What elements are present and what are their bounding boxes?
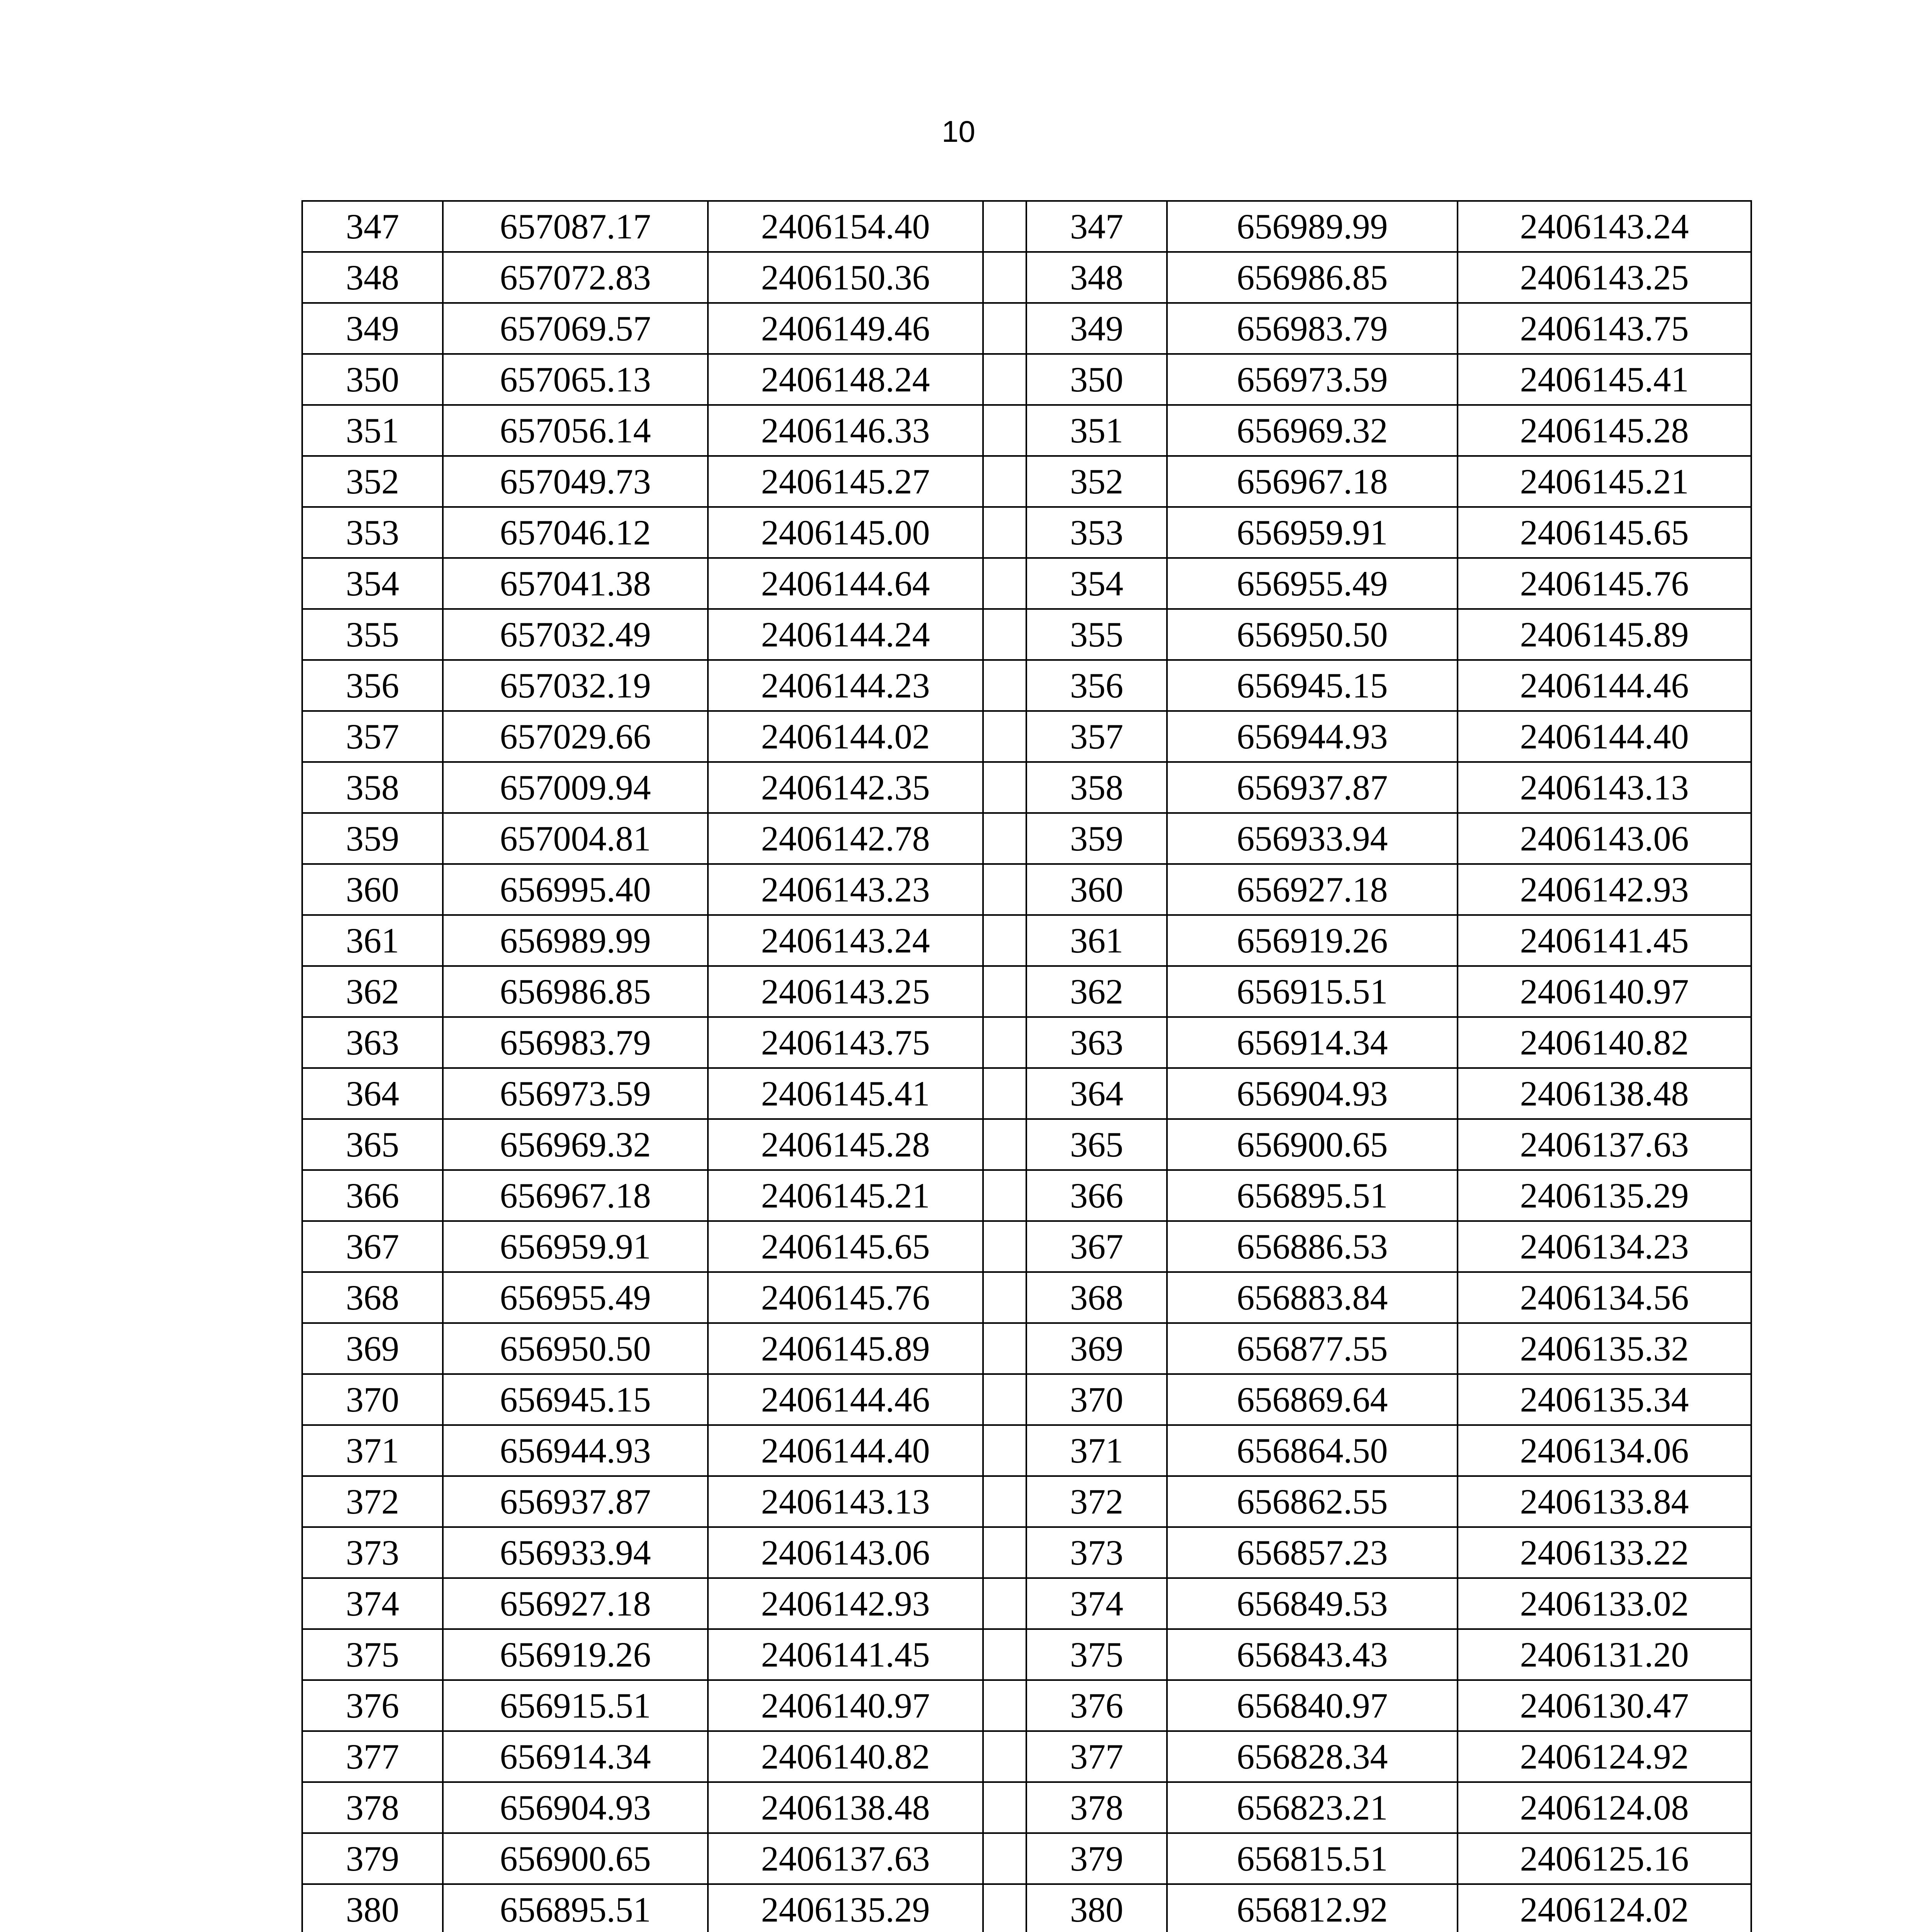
left-x-coordinate-cell: 657069.57 [443, 303, 708, 354]
left-point-number-cell: 376 [302, 1680, 443, 1731]
table-row [302, 1425, 1751, 1476]
spacer-cell [983, 762, 1026, 813]
right-x-coordinate-cell: 656815.51 [1167, 1833, 1458, 1884]
right-point-number-cell: 349 [1026, 303, 1167, 354]
spacer-cell [983, 609, 1026, 660]
left-point-number-cell: 380 [302, 1884, 443, 1932]
left-point-number-cell: 351 [302, 405, 443, 456]
table-row [302, 1068, 1751, 1119]
right-x-coordinate-cell: 656927.18 [1167, 864, 1458, 915]
left-point-number-cell: 377 [302, 1731, 443, 1782]
left-x-coordinate-cell: 657029.66 [443, 711, 708, 762]
left-point-number-cell: 369 [302, 1323, 443, 1374]
spacer-cell [983, 1629, 1026, 1680]
left-y-coordinate-cell: 2406146.33 [708, 405, 983, 456]
spacer-cell [983, 660, 1026, 711]
left-y-coordinate-cell: 2406154.40 [708, 201, 983, 252]
left-y-coordinate-cell: 2406141.45 [708, 1629, 983, 1680]
right-x-coordinate-cell: 656864.50 [1167, 1425, 1458, 1476]
right-y-coordinate-cell: 2406131.20 [1458, 1629, 1751, 1680]
right-point-number-cell: 355 [1026, 609, 1167, 660]
spacer-cell [983, 1272, 1026, 1323]
left-y-coordinate-cell: 2406142.35 [708, 762, 983, 813]
left-y-coordinate-cell: 2406144.02 [708, 711, 983, 762]
table-row [302, 915, 1751, 966]
right-x-coordinate-cell: 656840.97 [1167, 1680, 1458, 1731]
right-point-number-cell: 365 [1026, 1119, 1167, 1170]
left-point-number-cell: 374 [302, 1578, 443, 1629]
right-point-number-cell: 357 [1026, 711, 1167, 762]
right-point-number-cell: 377 [1026, 1731, 1167, 1782]
left-y-coordinate-cell: 2406145.89 [708, 1323, 983, 1374]
left-y-coordinate-cell: 2406142.78 [708, 813, 983, 864]
right-point-number-cell: 378 [1026, 1782, 1167, 1833]
left-y-coordinate-cell: 2406142.93 [708, 1578, 983, 1629]
left-y-coordinate-cell: 2406143.25 [708, 966, 983, 1017]
right-x-coordinate-cell: 656944.93 [1167, 711, 1458, 762]
page-number: 10 [942, 114, 975, 148]
left-x-coordinate-cell: 657004.81 [443, 813, 708, 864]
right-y-coordinate-cell: 2406144.40 [1458, 711, 1751, 762]
table-row [302, 1221, 1751, 1272]
table-row [302, 1578, 1751, 1629]
left-x-coordinate-cell: 657009.94 [443, 762, 708, 813]
coordinate-table-body [302, 201, 1751, 1932]
right-point-number-cell: 374 [1026, 1578, 1167, 1629]
left-point-number-cell: 378 [302, 1782, 443, 1833]
left-point-number-cell: 354 [302, 558, 443, 609]
right-x-coordinate-cell: 656914.34 [1167, 1017, 1458, 1068]
spacer-cell [983, 1527, 1026, 1578]
table-row [302, 762, 1751, 813]
left-y-coordinate-cell: 2406144.64 [708, 558, 983, 609]
right-y-coordinate-cell: 2406143.75 [1458, 303, 1751, 354]
spacer-cell [983, 1578, 1026, 1629]
left-x-coordinate-cell: 656973.59 [443, 1068, 708, 1119]
left-point-number-cell: 360 [302, 864, 443, 915]
right-y-coordinate-cell: 2406134.56 [1458, 1272, 1751, 1323]
right-point-number-cell: 368 [1026, 1272, 1167, 1323]
left-point-number-cell: 362 [302, 966, 443, 1017]
left-x-coordinate-cell: 656967.18 [443, 1170, 708, 1221]
spacer-cell [983, 1833, 1026, 1884]
left-y-coordinate-cell: 2406145.41 [708, 1068, 983, 1119]
right-y-coordinate-cell: 2406138.48 [1458, 1068, 1751, 1119]
spacer-cell [983, 1221, 1026, 1272]
left-x-coordinate-cell: 656919.26 [443, 1629, 708, 1680]
left-y-coordinate-cell: 2406150.36 [708, 252, 983, 303]
right-point-number-cell: 359 [1026, 813, 1167, 864]
right-x-coordinate-cell: 656900.65 [1167, 1119, 1458, 1170]
left-x-coordinate-cell: 657087.17 [443, 201, 708, 252]
right-x-coordinate-cell: 656915.51 [1167, 966, 1458, 1017]
right-y-coordinate-cell: 2406142.93 [1458, 864, 1751, 915]
left-y-coordinate-cell: 2406143.75 [708, 1017, 983, 1068]
right-point-number-cell: 348 [1026, 252, 1167, 303]
left-y-coordinate-cell: 2406144.23 [708, 660, 983, 711]
table-row [302, 813, 1751, 864]
table-row [302, 1527, 1751, 1578]
right-x-coordinate-cell: 656869.64 [1167, 1374, 1458, 1425]
right-y-coordinate-cell: 2406134.06 [1458, 1425, 1751, 1476]
right-y-coordinate-cell: 2406145.65 [1458, 507, 1751, 558]
right-x-coordinate-cell: 656849.53 [1167, 1578, 1458, 1629]
left-y-coordinate-cell: 2406144.46 [708, 1374, 983, 1425]
spacer-cell [983, 1068, 1026, 1119]
left-y-coordinate-cell: 2406148.24 [708, 354, 983, 405]
table-row [302, 1782, 1751, 1833]
table-row [302, 609, 1751, 660]
left-point-number-cell: 355 [302, 609, 443, 660]
spacer-cell [983, 405, 1026, 456]
left-point-number-cell: 347 [302, 201, 443, 252]
right-point-number-cell: 376 [1026, 1680, 1167, 1731]
right-x-coordinate-cell: 656969.32 [1167, 405, 1458, 456]
right-y-coordinate-cell: 2406124.08 [1458, 1782, 1751, 1833]
table-row [302, 1833, 1751, 1884]
right-x-coordinate-cell: 656933.94 [1167, 813, 1458, 864]
left-point-number-cell: 373 [302, 1527, 443, 1578]
left-x-coordinate-cell: 656983.79 [443, 1017, 708, 1068]
right-y-coordinate-cell: 2406143.13 [1458, 762, 1751, 813]
right-y-coordinate-cell: 2406143.25 [1458, 252, 1751, 303]
right-y-coordinate-cell: 2406145.28 [1458, 405, 1751, 456]
right-x-coordinate-cell: 656986.85 [1167, 252, 1458, 303]
right-x-coordinate-cell: 656983.79 [1167, 303, 1458, 354]
spacer-cell [983, 507, 1026, 558]
right-point-number-cell: 367 [1026, 1221, 1167, 1272]
left-x-coordinate-cell: 656955.49 [443, 1272, 708, 1323]
spacer-cell [983, 1884, 1026, 1932]
left-x-coordinate-cell: 656986.85 [443, 966, 708, 1017]
left-x-coordinate-cell: 656933.94 [443, 1527, 708, 1578]
spacer-cell [983, 1374, 1026, 1425]
left-x-coordinate-cell: 656989.99 [443, 915, 708, 966]
right-point-number-cell: 379 [1026, 1833, 1167, 1884]
right-y-coordinate-cell: 2406141.45 [1458, 915, 1751, 966]
right-point-number-cell: 375 [1026, 1629, 1167, 1680]
coordinate-table [301, 200, 1752, 1932]
right-point-number-cell: 363 [1026, 1017, 1167, 1068]
right-point-number-cell: 358 [1026, 762, 1167, 813]
spacer-cell [983, 354, 1026, 405]
left-y-coordinate-cell: 2406145.27 [708, 456, 983, 507]
left-x-coordinate-cell: 656945.15 [443, 1374, 708, 1425]
right-y-coordinate-cell: 2406133.84 [1458, 1476, 1751, 1527]
right-x-coordinate-cell: 656904.93 [1167, 1068, 1458, 1119]
left-point-number-cell: 379 [302, 1833, 443, 1884]
right-x-coordinate-cell: 656828.34 [1167, 1731, 1458, 1782]
table-row [302, 507, 1751, 558]
spacer-cell [983, 456, 1026, 507]
left-x-coordinate-cell: 656995.40 [443, 864, 708, 915]
left-point-number-cell: 375 [302, 1629, 443, 1680]
left-point-number-cell: 366 [302, 1170, 443, 1221]
left-x-coordinate-cell: 656914.34 [443, 1731, 708, 1782]
left-x-coordinate-cell: 657056.14 [443, 405, 708, 456]
left-point-number-cell: 370 [302, 1374, 443, 1425]
table-row [302, 303, 1751, 354]
table-row [302, 558, 1751, 609]
right-point-number-cell: 372 [1026, 1476, 1167, 1527]
left-y-coordinate-cell: 2406145.21 [708, 1170, 983, 1221]
left-y-coordinate-cell: 2406138.48 [708, 1782, 983, 1833]
left-y-coordinate-cell: 2406149.46 [708, 303, 983, 354]
table-row [302, 1884, 1751, 1932]
right-y-coordinate-cell: 2406143.06 [1458, 813, 1751, 864]
spacer-cell [983, 1425, 1026, 1476]
left-y-coordinate-cell: 2406140.82 [708, 1731, 983, 1782]
spacer-cell [983, 1017, 1026, 1068]
left-point-number-cell: 350 [302, 354, 443, 405]
left-point-number-cell: 368 [302, 1272, 443, 1323]
right-y-coordinate-cell: 2406137.63 [1458, 1119, 1751, 1170]
left-x-coordinate-cell: 656900.65 [443, 1833, 708, 1884]
left-y-coordinate-cell: 2406143.13 [708, 1476, 983, 1527]
right-x-coordinate-cell: 656843.43 [1167, 1629, 1458, 1680]
left-point-number-cell: 348 [302, 252, 443, 303]
right-x-coordinate-cell: 656823.21 [1167, 1782, 1458, 1833]
right-x-coordinate-cell: 656955.49 [1167, 558, 1458, 609]
spacer-cell [983, 1680, 1026, 1731]
right-y-coordinate-cell: 2406140.82 [1458, 1017, 1751, 1068]
left-y-coordinate-cell: 2406140.97 [708, 1680, 983, 1731]
right-y-coordinate-cell: 2406125.16 [1458, 1833, 1751, 1884]
left-point-number-cell: 359 [302, 813, 443, 864]
left-x-coordinate-cell: 657032.49 [443, 609, 708, 660]
left-y-coordinate-cell: 2406143.06 [708, 1527, 983, 1578]
left-x-coordinate-cell: 657065.13 [443, 354, 708, 405]
table-row [302, 1272, 1751, 1323]
left-point-number-cell: 372 [302, 1476, 443, 1527]
table-row [302, 1629, 1751, 1680]
left-point-number-cell: 353 [302, 507, 443, 558]
table-row [302, 252, 1751, 303]
left-y-coordinate-cell: 2406145.28 [708, 1119, 983, 1170]
left-x-coordinate-cell: 656895.51 [443, 1884, 708, 1932]
right-x-coordinate-cell: 656883.84 [1167, 1272, 1458, 1323]
right-y-coordinate-cell: 2406135.29 [1458, 1170, 1751, 1221]
spacer-cell [983, 252, 1026, 303]
table-row [302, 1731, 1751, 1782]
right-y-coordinate-cell: 2406143.24 [1458, 201, 1751, 252]
left-point-number-cell: 356 [302, 660, 443, 711]
right-y-coordinate-cell: 2406145.76 [1458, 558, 1751, 609]
spacer-cell [983, 813, 1026, 864]
right-y-coordinate-cell: 2406145.41 [1458, 354, 1751, 405]
left-x-coordinate-cell: 657041.38 [443, 558, 708, 609]
left-point-number-cell: 352 [302, 456, 443, 507]
right-x-coordinate-cell: 656877.55 [1167, 1323, 1458, 1374]
table-row [302, 711, 1751, 762]
spacer-cell [983, 915, 1026, 966]
right-x-coordinate-cell: 656959.91 [1167, 507, 1458, 558]
left-x-coordinate-cell: 656944.93 [443, 1425, 708, 1476]
table-row [302, 1680, 1751, 1731]
spacer-cell [983, 1119, 1026, 1170]
right-point-number-cell: 360 [1026, 864, 1167, 915]
right-y-coordinate-cell: 2406133.02 [1458, 1578, 1751, 1629]
spacer-cell [983, 1476, 1026, 1527]
left-x-coordinate-cell: 656959.91 [443, 1221, 708, 1272]
left-point-number-cell: 365 [302, 1119, 443, 1170]
right-y-coordinate-cell: 2406135.34 [1458, 1374, 1751, 1425]
right-x-coordinate-cell: 656937.87 [1167, 762, 1458, 813]
left-y-coordinate-cell: 2406145.00 [708, 507, 983, 558]
left-point-number-cell: 358 [302, 762, 443, 813]
table-row [302, 354, 1751, 405]
spacer-cell [983, 711, 1026, 762]
right-x-coordinate-cell: 656989.99 [1167, 201, 1458, 252]
spacer-cell [983, 1731, 1026, 1782]
spacer-cell [983, 1782, 1026, 1833]
right-y-coordinate-cell: 2406134.23 [1458, 1221, 1751, 1272]
table-row [302, 1374, 1751, 1425]
left-y-coordinate-cell: 2406137.63 [708, 1833, 983, 1884]
right-point-number-cell: 352 [1026, 456, 1167, 507]
spacer-cell [983, 558, 1026, 609]
left-point-number-cell: 361 [302, 915, 443, 966]
right-point-number-cell: 380 [1026, 1884, 1167, 1932]
table-row [302, 966, 1751, 1017]
left-y-coordinate-cell: 2406135.29 [708, 1884, 983, 1932]
right-y-coordinate-cell: 2406135.32 [1458, 1323, 1751, 1374]
right-x-coordinate-cell: 656895.51 [1167, 1170, 1458, 1221]
left-point-number-cell: 349 [302, 303, 443, 354]
right-x-coordinate-cell: 656950.50 [1167, 609, 1458, 660]
right-y-coordinate-cell: 2406133.22 [1458, 1527, 1751, 1578]
right-point-number-cell: 371 [1026, 1425, 1167, 1476]
left-point-number-cell: 363 [302, 1017, 443, 1068]
left-point-number-cell: 371 [302, 1425, 443, 1476]
table-row [302, 1476, 1751, 1527]
right-x-coordinate-cell: 656862.55 [1167, 1476, 1458, 1527]
table-row [302, 1170, 1751, 1221]
right-point-number-cell: 351 [1026, 405, 1167, 456]
right-y-coordinate-cell: 2406145.89 [1458, 609, 1751, 660]
table-row [302, 660, 1751, 711]
left-x-coordinate-cell: 656915.51 [443, 1680, 708, 1731]
right-point-number-cell: 347 [1026, 201, 1167, 252]
spacer-cell [983, 201, 1026, 252]
left-point-number-cell: 367 [302, 1221, 443, 1272]
left-x-coordinate-cell: 656937.87 [443, 1476, 708, 1527]
right-x-coordinate-cell: 656973.59 [1167, 354, 1458, 405]
right-y-coordinate-cell: 2406140.97 [1458, 966, 1751, 1017]
right-x-coordinate-cell: 656886.53 [1167, 1221, 1458, 1272]
right-y-coordinate-cell: 2406130.47 [1458, 1680, 1751, 1731]
left-x-coordinate-cell: 656950.50 [443, 1323, 708, 1374]
left-x-coordinate-cell: 656927.18 [443, 1578, 708, 1629]
left-y-coordinate-cell: 2406143.23 [708, 864, 983, 915]
left-y-coordinate-cell: 2406144.24 [708, 609, 983, 660]
right-y-coordinate-cell: 2406145.21 [1458, 456, 1751, 507]
right-point-number-cell: 350 [1026, 354, 1167, 405]
right-y-coordinate-cell: 2406144.46 [1458, 660, 1751, 711]
left-point-number-cell: 357 [302, 711, 443, 762]
left-x-coordinate-cell: 656904.93 [443, 1782, 708, 1833]
spacer-cell [983, 303, 1026, 354]
right-point-number-cell: 361 [1026, 915, 1167, 966]
spacer-cell [983, 864, 1026, 915]
right-point-number-cell: 356 [1026, 660, 1167, 711]
table-row [302, 1323, 1751, 1374]
table-row [302, 456, 1751, 507]
spacer-cell [983, 1323, 1026, 1374]
right-y-coordinate-cell: 2406124.02 [1458, 1884, 1751, 1932]
right-point-number-cell: 373 [1026, 1527, 1167, 1578]
right-x-coordinate-cell: 656967.18 [1167, 456, 1458, 507]
table-row [302, 201, 1751, 252]
right-point-number-cell: 366 [1026, 1170, 1167, 1221]
table-row [302, 1119, 1751, 1170]
table-row [302, 1017, 1751, 1068]
right-point-number-cell: 369 [1026, 1323, 1167, 1374]
left-point-number-cell: 364 [302, 1068, 443, 1119]
left-y-coordinate-cell: 2406145.65 [708, 1221, 983, 1272]
right-point-number-cell: 353 [1026, 507, 1167, 558]
right-x-coordinate-cell: 656857.23 [1167, 1527, 1458, 1578]
spacer-cell [983, 1170, 1026, 1221]
right-point-number-cell: 362 [1026, 966, 1167, 1017]
left-x-coordinate-cell: 656969.32 [443, 1119, 708, 1170]
left-y-coordinate-cell: 2406144.40 [708, 1425, 983, 1476]
right-x-coordinate-cell: 656945.15 [1167, 660, 1458, 711]
right-y-coordinate-cell: 2406124.92 [1458, 1731, 1751, 1782]
left-x-coordinate-cell: 657049.73 [443, 456, 708, 507]
right-point-number-cell: 364 [1026, 1068, 1167, 1119]
spacer-cell [983, 966, 1026, 1017]
table-row [302, 405, 1751, 456]
right-x-coordinate-cell: 656919.26 [1167, 915, 1458, 966]
right-point-number-cell: 354 [1026, 558, 1167, 609]
left-x-coordinate-cell: 657032.19 [443, 660, 708, 711]
right-point-number-cell: 370 [1026, 1374, 1167, 1425]
right-x-coordinate-cell: 656812.92 [1167, 1884, 1458, 1932]
table-row [302, 864, 1751, 915]
left-x-coordinate-cell: 657046.12 [443, 507, 708, 558]
left-y-coordinate-cell: 2406145.76 [708, 1272, 983, 1323]
left-y-coordinate-cell: 2406143.24 [708, 915, 983, 966]
left-x-coordinate-cell: 657072.83 [443, 252, 708, 303]
